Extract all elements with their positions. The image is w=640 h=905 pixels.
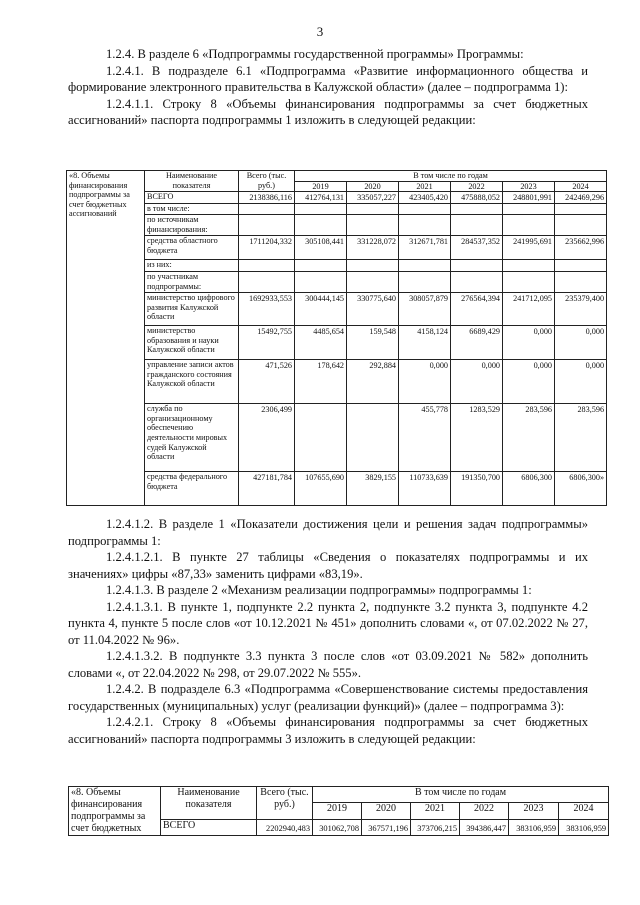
cell-value: 6806,300	[503, 472, 555, 506]
table-row	[67, 192, 607, 204]
header-year: 2022	[451, 181, 503, 192]
cell-value: 235379,400	[555, 293, 607, 326]
header-year: 2019	[313, 803, 362, 819]
row-label: ВСЕГО	[145, 192, 239, 204]
header-year: 2020	[362, 803, 411, 819]
cell-value: 3829,155	[347, 472, 399, 506]
paragraph: 1.2.4.1. В подразделе 6.1 «Подпрограмма «Развитие информационного общества и формирование электронного правительства в Калужской области» (далее – подпрограмма 1):	[68, 63, 588, 94]
intro-text	[68, 46, 588, 129]
header-years-group: В том числе по годам	[295, 171, 607, 182]
cell-value: 0,000	[503, 360, 555, 404]
cell-value: 191350,700	[451, 472, 503, 506]
row-label: министерство образования и науки Калужской области	[145, 326, 239, 360]
paragraph: 1.2.4.1.3.2. В подпункте 3.3 пункта 3 после слов «от 03.09.2021 № 582» дополнить словами «, от 22.04.2022 № 298, от 29.07.2022 № 555».	[68, 649, 588, 680]
cell-value: 331228,072	[347, 236, 399, 260]
paragraph: 1.2.4.1.1. Строку 8 «Объемы финансирования подпрограммы за счет бюджетных ассигнований» паспорта подпрограммы 1 изложить в следующей редакции:	[68, 96, 588, 127]
row-label: управление записи актов гражданского состояния Калужской области	[145, 360, 239, 404]
cell-value: 308057,879	[399, 293, 451, 326]
row-label: ВСЕГО	[161, 819, 257, 835]
cell-value: 0,000	[555, 360, 607, 404]
table-row	[67, 260, 607, 272]
row-total: 471,526	[239, 360, 295, 404]
cell-value: 305108,441	[295, 236, 347, 260]
paragraph: 1.2.4. В разделе 6 «Подпрограммы государственной программы» Программы:	[106, 47, 524, 61]
cell-value: 283,596	[503, 404, 555, 472]
header-year: 2019	[295, 181, 347, 192]
header-years-group: В том числе по годам	[313, 787, 609, 803]
cell-value: 0,000	[399, 360, 451, 404]
header-year: 2021	[411, 803, 460, 819]
cell-value: 455,778	[399, 404, 451, 472]
header-total: Всего (тыс. руб.)	[239, 171, 295, 192]
header-year: 2022	[460, 803, 509, 819]
row-label: средства областного бюджета	[145, 236, 239, 260]
paragraph: 1.2.4.2.1. Строку 8 «Объемы финансирования подпрограммы за счет бюджетных ассигнований» паспорта подпрограммы 3 изложить в следующей редакции:	[68, 715, 588, 746]
paragraph: 1.2.4.1.3.1. В пункте 1, подпункте 2.2 пункта 2, подпункте 3.2 пункта 3, подпункте 4.2 пункта 4, пункте 5 после слов «от 10.12.2021 № 451» дополнить словами «, от 07.02.2022 № 27, от 11.04.2022 № 96».	[68, 599, 588, 647]
table-row	[67, 215, 607, 236]
table-row	[67, 236, 607, 260]
header-year: 2021	[399, 181, 451, 192]
row-total: 2306,499	[239, 404, 295, 472]
cell-value: 6806,300»	[555, 472, 607, 506]
row-label: в том числе:	[145, 204, 239, 215]
row-label: из них:	[145, 260, 239, 272]
cell-value: 276564,394	[451, 293, 503, 326]
table-row	[67, 404, 607, 472]
cell-value: 248801,991	[503, 192, 555, 204]
financing-table-subprogram-3	[68, 786, 609, 836]
cell-value: 284537,352	[451, 236, 503, 260]
cell-value: 292,884	[347, 360, 399, 404]
paragraph: 1.2.4.1.2.1. В пункте 27 таблицы «Сведения о показателях подпрограммы и их значениях» цифры «87,33» заменить цифрами «83,19».	[68, 550, 588, 581]
cell-value: 283,596	[555, 404, 607, 472]
cell-value: 107655,690	[295, 472, 347, 506]
table-row	[67, 293, 607, 326]
cell-value	[347, 404, 399, 472]
paragraph: 1.2.4.1.2. В разделе 1 «Показатели достижения цели и решения задач подпрограммы» подпрограммы 1:	[68, 517, 588, 548]
financing-table-subprogram-1	[66, 170, 607, 506]
table-row	[67, 360, 607, 404]
cell-value: 241995,691	[503, 236, 555, 260]
cell-value: 373706,215	[411, 819, 460, 835]
table-row	[67, 204, 607, 215]
cell-value: 0,000	[451, 360, 503, 404]
cell-value: 301062,708	[313, 819, 362, 835]
cell-value: 6689,429	[451, 326, 503, 360]
cell-value	[295, 404, 347, 472]
row-title-cell: «8. Объемы финансирования подпрограммы за счет бюджетных	[69, 787, 161, 836]
header-name: Наименование показателя	[145, 171, 239, 192]
middle-text	[68, 516, 588, 747]
cell-value: 383106,959	[559, 819, 609, 835]
row-total: 2202940,483	[257, 819, 313, 835]
cell-value: 241712,095	[503, 293, 555, 326]
cell-value: 235662,996	[555, 236, 607, 260]
cell-value: 0,000	[503, 326, 555, 360]
header-year: 2024	[555, 181, 607, 192]
cell-value: 4485,654	[295, 326, 347, 360]
cell-value: 178,642	[295, 360, 347, 404]
paragraph: 1.2.4.1.3. В разделе 2 «Механизм реализации подпрограммы» подпрограммы 1:	[106, 583, 532, 597]
row-title-cell: «8. Объемы финансирования подпрограммы за счет бюджетных ассигнований	[67, 171, 145, 506]
table-row	[67, 472, 607, 506]
cell-value: 423405,420	[399, 192, 451, 204]
cell-value: 300444,145	[295, 293, 347, 326]
header-year: 2023	[503, 181, 555, 192]
header-total: Всего (тыс. руб.)	[257, 787, 313, 820]
table-row	[67, 326, 607, 360]
row-total: 1692933,553	[239, 293, 295, 326]
cell-value: 0,000	[555, 326, 607, 360]
header-year: 2023	[509, 803, 559, 819]
cell-value: 110733,639	[399, 472, 451, 506]
row-total: 2138386,116	[239, 192, 295, 204]
cell-value: 335057,227	[347, 192, 399, 204]
cell-value: 475888,052	[451, 192, 503, 204]
page-number: 3	[316, 24, 324, 39]
cell-value: 367571,196	[362, 819, 411, 835]
cell-value: 242469,296	[555, 192, 607, 204]
row-total: 15492,755	[239, 326, 295, 360]
table-row	[67, 272, 607, 293]
row-label: служба по организационному обеспечению деятельности мировых судей Калужской области	[145, 404, 239, 472]
cell-value: 383106,959	[509, 819, 559, 835]
header-year: 2024	[559, 803, 609, 819]
row-label: средства федерального бюджета	[145, 472, 239, 506]
row-label: по источникам финансирования:	[145, 215, 239, 236]
header-year: 2020	[347, 181, 399, 192]
cell-value: 412764,131	[295, 192, 347, 204]
cell-value: 159,548	[347, 326, 399, 360]
paragraph: 1.2.4.2. В подразделе 6.3 «Подпрограмма «Совершенствование системы предоставления государственных (муниципальных) услуг (реализации функций)» (далее – подпрограмма 3):	[68, 682, 588, 713]
header-name: Наименование показателя	[161, 787, 257, 820]
cell-value: 1283,529	[451, 404, 503, 472]
cell-value: 312671,781	[399, 236, 451, 260]
cell-value: 4158,124	[399, 326, 451, 360]
row-total: 1711204,332	[239, 236, 295, 260]
row-total: 427181,784	[239, 472, 295, 506]
cell-value: 330775,640	[347, 293, 399, 326]
row-label: по участникам подпрограммы:	[145, 272, 239, 293]
row-label: министерство цифрового развития Калужской области	[145, 293, 239, 326]
cell-value: 394386,447	[460, 819, 509, 835]
